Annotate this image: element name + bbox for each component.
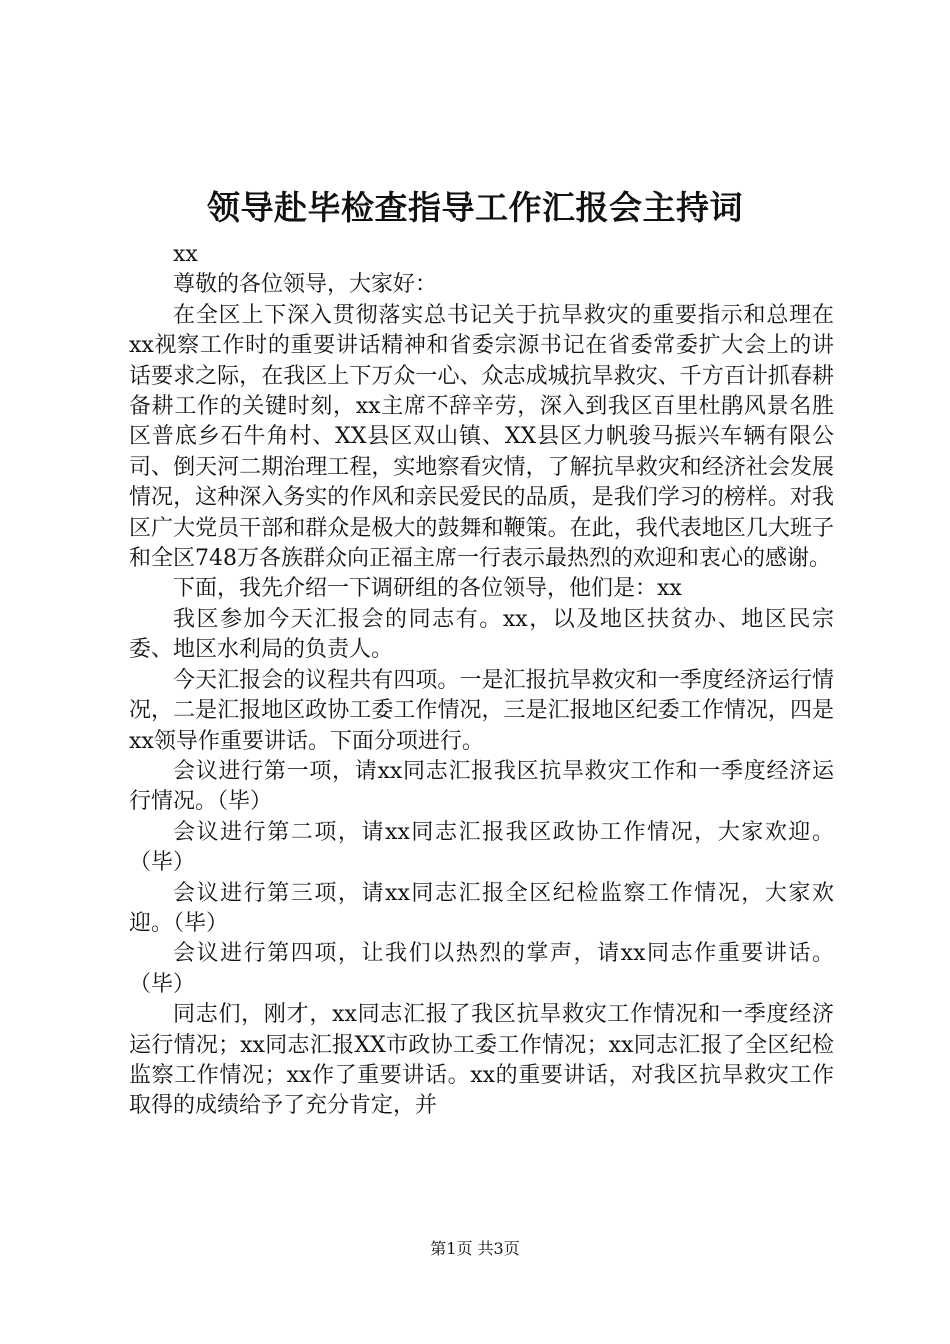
agenda-item-3-paragraph: 会议进行第三项，请xx同志汇报全区纪检监察工作情况，大家欢迎。（毕） [129, 880, 834, 936]
agenda-paragraph: 今天汇报会的议程共有四项。一是汇报抗旱救灾和一季度经济运行情况，二是汇报地区政协工委工作情况，三是汇报地区纪委工作情况，四是xx领导作重要讲话。下面分项进行。 [129, 667, 834, 754]
opening-paragraph: 在全区上下深入贯彻落实总书记关于抗旱救灾的重要指示和总理在xx视察工作时的重要讲话精神和省委宗源书记在省委常委扩大会上的讲话要求之际，在我区上下万众一心、众志成城抗旱救灾、千方百计抓春耕备耕工作的关键时刻，xx主席不辞辛劳，深入到我区百里杜鹃风景名胜区普底乡石牛角村、XX县区双山镇、XX县区力帆骏马振兴车辆有限公司、倒天河二期治理工程，实地察看灾情，了解抗旱救灾和经济社会发展情况，这种深入务实的作风和亲民爱民的品质，是我们学习的榜样。对我区广大党员干部和群众是极大的鼓舞和鞭策。在此，我代表地区几大班子和全区748万各族群众向正福主席一行表示最热烈的欢迎和衷心的感谢。 [129, 302, 834, 572]
attendees-paragraph: 我区参加今天汇报会的同志有。xx，以及地区扶贫办、地区民宗委、地区水利局的负责人。 [129, 606, 834, 663]
greeting-paragraph: 尊敬的各位领导，大家好： [173, 272, 438, 298]
agenda-item-4-paragraph: 会议进行第四项，让我们以热烈的掌声，请xx同志作重要讲话。（毕） [129, 941, 834, 997]
salutation-name: xx [173, 242, 198, 267]
introduction-paragraph: 下面，我先介绍一下调研组的各位领导，他们是：xx [173, 576, 682, 602]
document-body [129, 240, 834, 1122]
page-footer: 第1页 共3页 [430, 1239, 520, 1258]
agenda-item-2-paragraph: 会议进行第二项，请xx同志汇报我区政协工作情况，大家欢迎。（毕） [129, 819, 834, 876]
agenda-item-1-paragraph: 会议进行第一项，请xx同志汇报我区抗旱救灾工作和一季度经济运行情况。（毕） [129, 758, 834, 815]
document-title: 领导赴毕检查指导工作汇报会主持词 [207, 188, 743, 227]
summary-paragraph: 同志们，刚才，xx同志汇报了我区抗旱救灾工作情况和一季度经济运行情况；xx同志汇报XX市政协工委工作情况；xx同志汇报了全区纪检监察工作情况；xx作了重要讲话。xx的重要讲话，对我区抗旱救灾工作取得的成绩给予了充分肯定，并 [129, 1002, 834, 1119]
